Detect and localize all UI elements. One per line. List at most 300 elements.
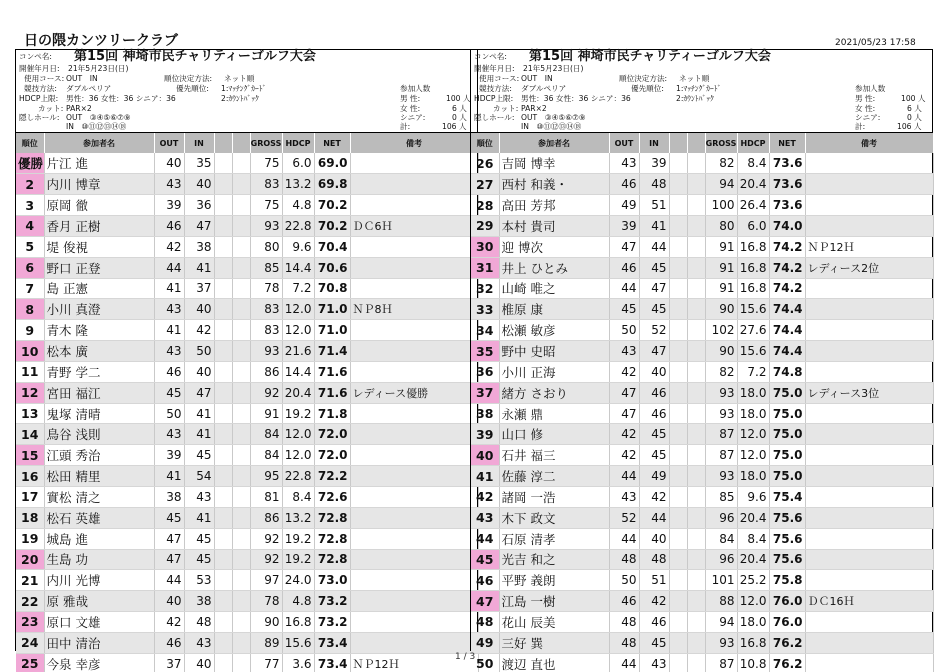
rank-cell: 24 <box>16 632 44 653</box>
net-score: 70.2 <box>314 195 350 216</box>
results-table <box>16 133 479 672</box>
blank-cell <box>669 424 687 445</box>
rank-cell: 49 <box>471 632 499 653</box>
gross-score: 82 <box>705 361 737 382</box>
net-score: 71.0 <box>314 299 350 320</box>
player-name: 松石 英雄 <box>44 507 154 528</box>
rank-cell: 30 <box>471 236 499 257</box>
blank-cell <box>232 612 250 633</box>
gross-score: 92 <box>250 382 282 403</box>
blank-cell <box>687 320 705 341</box>
gross-score: 92 <box>250 528 282 549</box>
gross-score: 87 <box>705 653 737 672</box>
table-row <box>471 424 933 445</box>
net-score: 73.2 <box>314 591 350 612</box>
table-row <box>471 487 933 508</box>
player-name: 内川 博章 <box>44 174 154 195</box>
priority-1: 1:ﾏｯﾁﾝｸﾞｶｰﾄﾞ <box>676 84 722 93</box>
out-score: 49 <box>609 195 639 216</box>
note-cell <box>350 632 478 653</box>
note-cell: ＮＰ12Ｈ <box>350 653 478 672</box>
hdcp-value: 13.2 <box>282 174 314 195</box>
in-score: 46 <box>639 612 669 633</box>
hdcp-value: 8.4 <box>737 153 769 174</box>
blank-cell <box>669 216 687 237</box>
date-label: 開催年月日: <box>474 64 515 73</box>
blank-cell <box>214 507 232 528</box>
note-cell <box>350 424 478 445</box>
gross-score: 80 <box>705 216 737 237</box>
net-score: 70.6 <box>314 257 350 278</box>
blank-cell <box>687 341 705 362</box>
hdcp-value: 16.8 <box>737 632 769 653</box>
hdcp-value: 7.2 <box>282 278 314 299</box>
gross-score: 78 <box>250 278 282 299</box>
blank-cell <box>214 653 232 672</box>
blank-cell <box>232 174 250 195</box>
hdcp-value: 12.0 <box>282 424 314 445</box>
blank-cell <box>232 549 250 570</box>
net-score: 73.6 <box>769 153 805 174</box>
note-cell <box>805 341 933 362</box>
blank-cell <box>214 174 232 195</box>
table-row <box>471 361 933 382</box>
female-label: 女 性: <box>855 104 876 113</box>
net-score: 71.6 <box>314 361 350 382</box>
in-score: 45 <box>639 445 669 466</box>
in-score: 40 <box>184 653 214 672</box>
hdcp-value: 19.2 <box>282 403 314 424</box>
note-cell <box>350 570 478 591</box>
gross-score: 102 <box>705 320 737 341</box>
hdcp-value: 12.0 <box>737 424 769 445</box>
rank-method-label: 順位決定方法: <box>164 74 213 83</box>
in-score: 41 <box>184 424 214 445</box>
net-score: 73.2 <box>314 612 350 633</box>
hdcp-value: 8.4 <box>282 487 314 508</box>
out-score: 50 <box>609 320 639 341</box>
rank-cell: 31 <box>471 257 499 278</box>
rank-cell: 37 <box>471 382 499 403</box>
out-score: 46 <box>154 632 184 653</box>
out-score: 40 <box>154 591 184 612</box>
player-name: 石井 福三 <box>499 445 609 466</box>
player-name: 石原 清孝 <box>499 528 609 549</box>
player-name: 永瀬 鼎 <box>499 403 609 424</box>
blank-cell <box>214 361 232 382</box>
column-header: 順位 <box>471 133 499 153</box>
blank-cell <box>669 257 687 278</box>
out-score: 43 <box>609 341 639 362</box>
rank-cell: 44 <box>471 528 499 549</box>
net-score: 72.6 <box>314 487 350 508</box>
rank-cell: 29 <box>471 216 499 237</box>
blank-cell <box>232 445 250 466</box>
rank-cell: 26 <box>471 153 499 174</box>
competition-header <box>471 50 932 133</box>
out-score: 47 <box>609 403 639 424</box>
hdcp-value: 4.8 <box>282 591 314 612</box>
in-score: 47 <box>184 216 214 237</box>
table-row <box>471 549 933 570</box>
in-score: 48 <box>639 549 669 570</box>
column-header: OUT <box>609 133 639 153</box>
hdcp-value: 10.8 <box>737 653 769 672</box>
column-header: OUT <box>154 133 184 153</box>
hdcp-value: 21.6 <box>282 341 314 362</box>
player-name: 渡辺 直也 <box>499 653 609 672</box>
player-name: 諸岡 一浩 <box>499 487 609 508</box>
column-header: 参加者名 <box>499 133 609 153</box>
table-row <box>16 466 478 487</box>
note-cell: レディース3位 <box>805 382 933 403</box>
player-name: 鬼塚 清晴 <box>44 403 154 424</box>
gross-score: 90 <box>705 341 737 362</box>
blank-cell <box>687 528 705 549</box>
hdcp-value: 8.4 <box>737 528 769 549</box>
player-name: 青野 学二 <box>44 361 154 382</box>
hdcp-value: 19.2 <box>282 528 314 549</box>
table-row <box>471 466 933 487</box>
hdcp-value: 14.4 <box>282 257 314 278</box>
hidden-hole-label: 隠しホール: <box>19 113 60 122</box>
note-cell <box>350 591 478 612</box>
hdcp-value: 18.0 <box>737 382 769 403</box>
table-row <box>471 570 933 591</box>
player-name: 野口 正登 <box>44 257 154 278</box>
out-score: 38 <box>154 487 184 508</box>
rank-cell: 18 <box>16 507 44 528</box>
female-count: 6 人 <box>907 104 922 113</box>
table-row <box>471 299 933 320</box>
note-cell <box>805 507 933 528</box>
blank-cell <box>232 320 250 341</box>
blank-cell <box>232 507 250 528</box>
in-score: 45 <box>639 299 669 320</box>
blank-cell <box>669 591 687 612</box>
page-number: 1 / 3 <box>455 652 476 662</box>
hdcp-label: HDCP上限: <box>19 94 59 103</box>
player-name: 花山 辰美 <box>499 612 609 633</box>
out-score: 45 <box>154 507 184 528</box>
rank-cell: 10 <box>16 341 44 362</box>
player-name: 吉岡 博幸 <box>499 153 609 174</box>
hdcp-value: 22.8 <box>282 216 314 237</box>
blank-cell <box>232 236 250 257</box>
results-sheet-right <box>470 49 933 672</box>
blank-cell <box>232 341 250 362</box>
hdcp-label: HDCP上限: <box>474 94 514 103</box>
gross-score: 84 <box>705 528 737 549</box>
in-score: 50 <box>184 341 214 362</box>
column-header: NET <box>314 133 350 153</box>
net-score: 70.4 <box>314 236 350 257</box>
date-label: 開催年月日: <box>19 64 60 73</box>
blank-cell <box>214 403 232 424</box>
table-row <box>16 153 478 174</box>
note-cell <box>805 653 933 672</box>
gross-score: 91 <box>705 278 737 299</box>
total-label: 計: <box>855 122 866 131</box>
hdcp-value: 15.6 <box>737 299 769 320</box>
rank-cell: 36 <box>471 361 499 382</box>
hdcp-value: 16.8 <box>737 236 769 257</box>
hdcp-value: 18.0 <box>737 403 769 424</box>
male-label: 男 性: <box>400 94 421 103</box>
out-score: 42 <box>609 361 639 382</box>
table-row <box>471 174 933 195</box>
column-header: IN <box>639 133 669 153</box>
hidden-holes-in: IN ⑩⑪⑫⑬⑭⑱ <box>66 122 127 131</box>
net-score: 76.2 <box>769 653 805 672</box>
blank-cell <box>232 487 250 508</box>
blank-cell <box>669 528 687 549</box>
gross-score: 101 <box>705 570 737 591</box>
course-value: OUT IN <box>521 74 553 83</box>
note-cell <box>350 466 478 487</box>
table-row <box>471 382 933 403</box>
hidden-holes-out: OUT ③④⑤⑥⑦⑨ <box>66 113 131 122</box>
column-header: GROSS <box>705 133 737 153</box>
blank-cell <box>214 570 232 591</box>
player-name: 野中 史昭 <box>499 341 609 362</box>
table-row <box>16 591 478 612</box>
out-score: 47 <box>154 549 184 570</box>
player-name: 鳥谷 浅則 <box>44 424 154 445</box>
note-cell: レディース優勝 <box>350 382 478 403</box>
player-name: 木下 政文 <box>499 507 609 528</box>
out-score: 50 <box>609 570 639 591</box>
hdcp-value: 15.6 <box>282 632 314 653</box>
note-cell <box>805 445 933 466</box>
out-score: 43 <box>154 341 184 362</box>
blank-cell <box>214 153 232 174</box>
rank-cell: 32 <box>471 278 499 299</box>
out-score: 46 <box>609 257 639 278</box>
in-score: 43 <box>639 653 669 672</box>
hdcp-value: 24.0 <box>282 570 314 591</box>
rank-cell: 15 <box>16 445 44 466</box>
out-score: 43 <box>154 424 184 445</box>
rank-cell: 21 <box>16 570 44 591</box>
note-cell <box>350 278 478 299</box>
note-cell <box>805 424 933 445</box>
table-row <box>471 320 933 341</box>
net-score: 75.6 <box>769 549 805 570</box>
gross-score: 93 <box>705 632 737 653</box>
gross-score: 90 <box>250 612 282 633</box>
out-score: 46 <box>154 361 184 382</box>
player-name: 椎原 康 <box>499 299 609 320</box>
player-name: 高田 芳邦 <box>499 195 609 216</box>
hdcp-value: 26.4 <box>737 195 769 216</box>
blank-cell <box>232 632 250 653</box>
hdcp-value: 16.8 <box>282 612 314 633</box>
column-header <box>214 133 232 153</box>
blank-cell <box>687 216 705 237</box>
out-score: 39 <box>154 195 184 216</box>
player-name: 堤 俊視 <box>44 236 154 257</box>
blank-cell <box>669 612 687 633</box>
in-score: 41 <box>639 216 669 237</box>
note-cell: ＮＰ8Ｈ <box>350 299 478 320</box>
total-count: 106 人 <box>442 122 467 131</box>
net-score: 70.2 <box>314 216 350 237</box>
net-score: 75.0 <box>769 445 805 466</box>
table-row <box>471 632 933 653</box>
column-header <box>232 133 250 153</box>
rank-cell: 50 <box>471 653 499 672</box>
blank-cell <box>687 445 705 466</box>
table-row <box>16 632 478 653</box>
hdcp-value: 12.0 <box>282 320 314 341</box>
blank-cell <box>214 257 232 278</box>
compe-label: コンペ名: <box>19 52 52 61</box>
note-cell <box>350 153 478 174</box>
blank-cell <box>669 403 687 424</box>
net-score: 69.0 <box>314 153 350 174</box>
results-table <box>471 133 934 672</box>
hdcp-value: 16.8 <box>737 278 769 299</box>
out-score: 48 <box>609 549 639 570</box>
column-header: HDCP <box>282 133 314 153</box>
player-name: 井上 ひとみ <box>499 257 609 278</box>
net-score: 74.0 <box>769 216 805 237</box>
gross-score: 96 <box>705 549 737 570</box>
table-row <box>471 216 933 237</box>
gross-score: 75 <box>250 195 282 216</box>
in-score: 43 <box>184 632 214 653</box>
gross-score: 95 <box>250 466 282 487</box>
gross-score: 87 <box>705 445 737 466</box>
blank-cell <box>232 361 250 382</box>
blank-cell <box>232 570 250 591</box>
net-score: 73.4 <box>314 653 350 672</box>
date-value: 21年5月23日(日) <box>68 64 129 73</box>
rank-cell: 34 <box>471 320 499 341</box>
blank-cell <box>687 195 705 216</box>
competition-title: 第15回 神埼市民チャリティーゴルフ大会 <box>74 49 316 64</box>
blank-cell <box>232 403 250 424</box>
net-score: 69.8 <box>314 174 350 195</box>
out-score: 44 <box>609 466 639 487</box>
column-header: 備考 <box>350 133 478 153</box>
note-cell: ＤＣ16Ｈ <box>805 591 933 612</box>
format-label: 競技方法: <box>24 84 57 93</box>
net-score: 73.6 <box>769 174 805 195</box>
in-score: 48 <box>639 174 669 195</box>
gross-score: 85 <box>250 257 282 278</box>
in-score: 51 <box>639 570 669 591</box>
player-name: 佐藤 淳二 <box>499 466 609 487</box>
out-score: 45 <box>609 299 639 320</box>
table-row <box>16 507 478 528</box>
participant-count-title: 参加人数 <box>855 84 886 93</box>
senior-count: 0 人 <box>452 113 467 122</box>
table-row <box>16 257 478 278</box>
net-score: 76.0 <box>769 612 805 633</box>
senior-label: シニア: <box>400 113 426 122</box>
table-row <box>471 278 933 299</box>
table-row <box>16 445 478 466</box>
in-score: 47 <box>639 278 669 299</box>
table-row <box>16 278 478 299</box>
blank-cell <box>232 153 250 174</box>
gross-score: 92 <box>250 549 282 570</box>
hdcp-value: 7.2 <box>737 361 769 382</box>
blank-cell <box>214 466 232 487</box>
gross-score: 75 <box>250 153 282 174</box>
gross-score: 91 <box>250 403 282 424</box>
note-cell <box>350 320 478 341</box>
gross-score: 94 <box>705 174 737 195</box>
net-score: 72.2 <box>314 466 350 487</box>
table-row <box>471 528 933 549</box>
blank-cell <box>214 549 232 570</box>
hdcp-value: 27.6 <box>737 320 769 341</box>
hdcp-value: 9.6 <box>737 487 769 508</box>
blank-cell <box>214 299 232 320</box>
blank-cell <box>669 361 687 382</box>
table-row <box>16 195 478 216</box>
note-cell <box>350 507 478 528</box>
player-name: 原 雅哉 <box>44 591 154 612</box>
player-name: 城島 進 <box>44 528 154 549</box>
blank-cell <box>214 591 232 612</box>
in-score: 41 <box>184 403 214 424</box>
blank-cell <box>232 424 250 445</box>
net-score: 75.8 <box>769 570 805 591</box>
player-name: 松田 精里 <box>44 466 154 487</box>
hdcp-value: 9.6 <box>282 236 314 257</box>
table-row <box>16 403 478 424</box>
table-row <box>16 424 478 445</box>
note-cell <box>805 570 933 591</box>
table-row <box>16 174 478 195</box>
player-name: 江島 一樹 <box>499 591 609 612</box>
out-score: 43 <box>154 299 184 320</box>
hdcp-value: 19.2 <box>282 549 314 570</box>
table-row <box>16 570 478 591</box>
blank-cell <box>232 299 250 320</box>
net-score: 72.0 <box>314 424 350 445</box>
net-score: 72.8 <box>314 507 350 528</box>
gross-score: 93 <box>250 341 282 362</box>
gross-score: 77 <box>250 653 282 672</box>
hdcp-value: 18.0 <box>737 612 769 633</box>
gross-score: 82 <box>705 153 737 174</box>
table-row <box>16 299 478 320</box>
table-row <box>471 507 933 528</box>
net-score: 72.8 <box>314 528 350 549</box>
player-name: 松本 廣 <box>44 341 154 362</box>
in-score: 53 <box>184 570 214 591</box>
net-score: 71.6 <box>314 382 350 403</box>
course-value: OUT IN <box>66 74 98 83</box>
rank-method-label: 順位決定方法: <box>619 74 668 83</box>
out-score: 44 <box>609 278 639 299</box>
blank-cell <box>214 278 232 299</box>
note-cell <box>805 487 933 508</box>
blank-cell <box>214 216 232 237</box>
table-row <box>471 403 933 424</box>
blank-cell <box>214 445 232 466</box>
gross-score: 97 <box>250 570 282 591</box>
blank-cell <box>214 424 232 445</box>
net-score: 74.2 <box>769 278 805 299</box>
in-score: 42 <box>639 591 669 612</box>
table-row <box>471 236 933 257</box>
